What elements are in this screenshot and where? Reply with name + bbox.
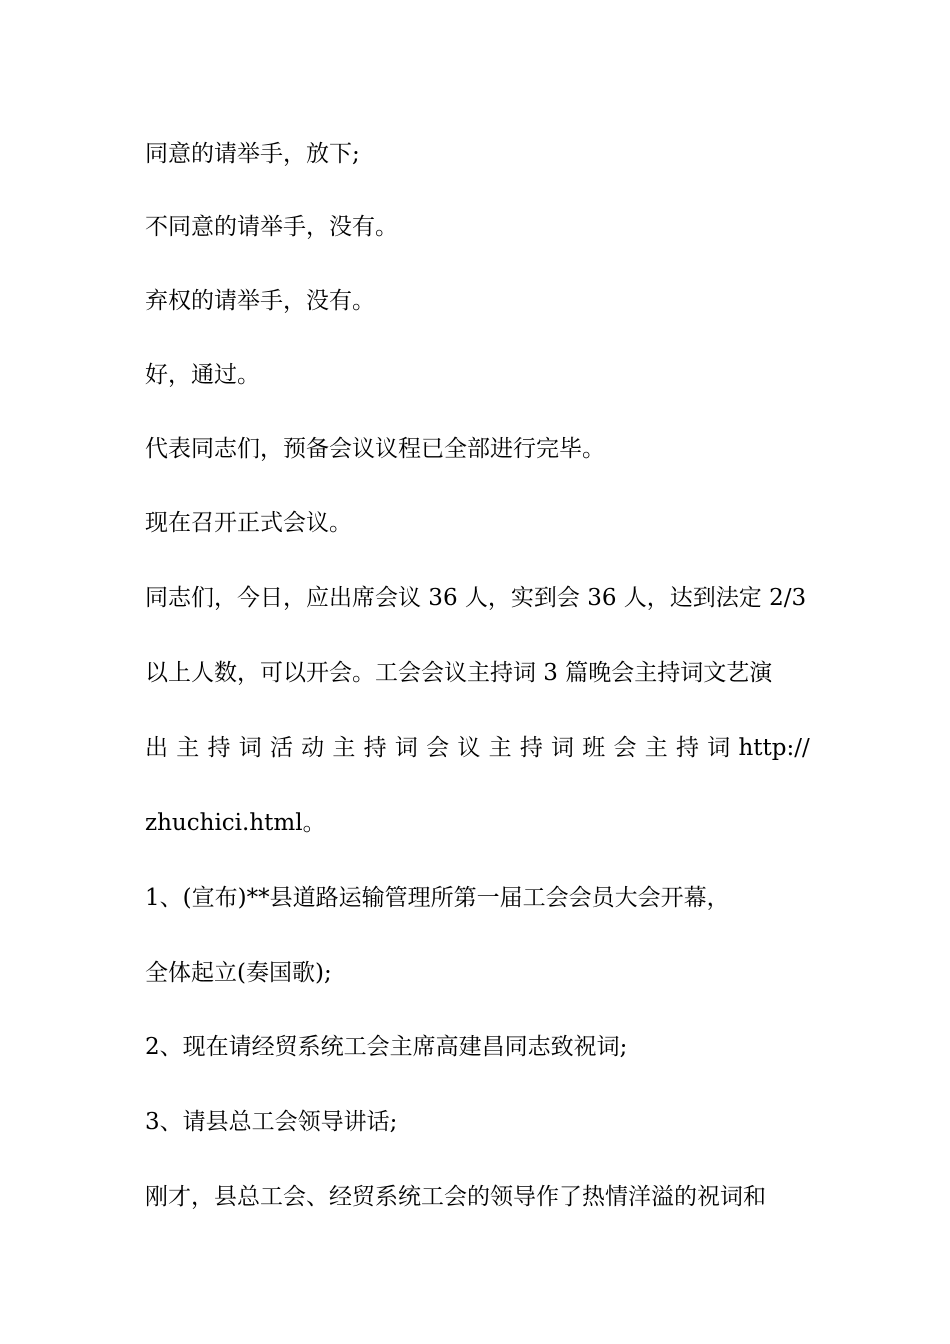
text-glyph: 议 xyxy=(457,735,481,761)
text-line: 刚才，县总工会、经贸系统工会的领导作了热情洋溢的祝词和 xyxy=(145,1184,766,1210)
text-line: 弃权的请举手，没有。 xyxy=(145,288,375,314)
text-glyph: 主 xyxy=(644,735,668,761)
text-glyph: http:// xyxy=(738,735,810,761)
text-glyph: 主 xyxy=(332,735,356,761)
text-glyph: 词 xyxy=(707,735,731,761)
text-glyph: 主 xyxy=(176,735,200,761)
text-line: 代表同志们，预备会议议程已全部进行完毕。 xyxy=(145,436,605,462)
text-glyph: 持 xyxy=(675,735,699,761)
text-glyph: 主 xyxy=(488,735,512,761)
text-line xyxy=(145,733,810,763)
text-line: 同意的请举手，放下; xyxy=(145,141,360,167)
text-line: 1、(宣布)**县道路运输管理所第一届工会会员大会开幕， xyxy=(145,885,730,911)
text-glyph: 持 xyxy=(519,735,543,761)
text-line: zhuchici.html。 xyxy=(145,810,326,836)
text-glyph: 词 xyxy=(394,735,418,761)
text-line: 以上人数，可以开会。工会会议主持词 3 篇晚会主持词文艺演 xyxy=(145,660,773,686)
text-glyph: 持 xyxy=(207,735,231,761)
text-line: 现在召开正式会议。 xyxy=(145,510,352,536)
text-glyph: 会 xyxy=(613,735,637,761)
text-line: 3、请县总工会领导讲话; xyxy=(145,1109,398,1135)
text-glyph: 会 xyxy=(426,735,450,761)
text-glyph: 词 xyxy=(238,735,262,761)
text-line: 全体起立(奏国歌); xyxy=(145,960,332,986)
text-glyph: 动 xyxy=(301,735,325,761)
text-glyph: 活 xyxy=(269,735,293,761)
text-glyph: 出 xyxy=(145,735,168,761)
text-glyph: 班 xyxy=(582,735,606,761)
text-glyph: 词 xyxy=(551,735,575,761)
text-line: 不同意的请举手，没有。 xyxy=(145,214,398,240)
text-line: 2、现在请经贸系统工会主席高建昌同志致祝词; xyxy=(145,1034,628,1060)
text-line: 同志们，今日，应出席会议 36 人，实到会 36 人，达到法定 2/3 xyxy=(145,585,807,611)
text-glyph: 持 xyxy=(363,735,387,761)
text-line: 好，通过。 xyxy=(145,362,260,388)
